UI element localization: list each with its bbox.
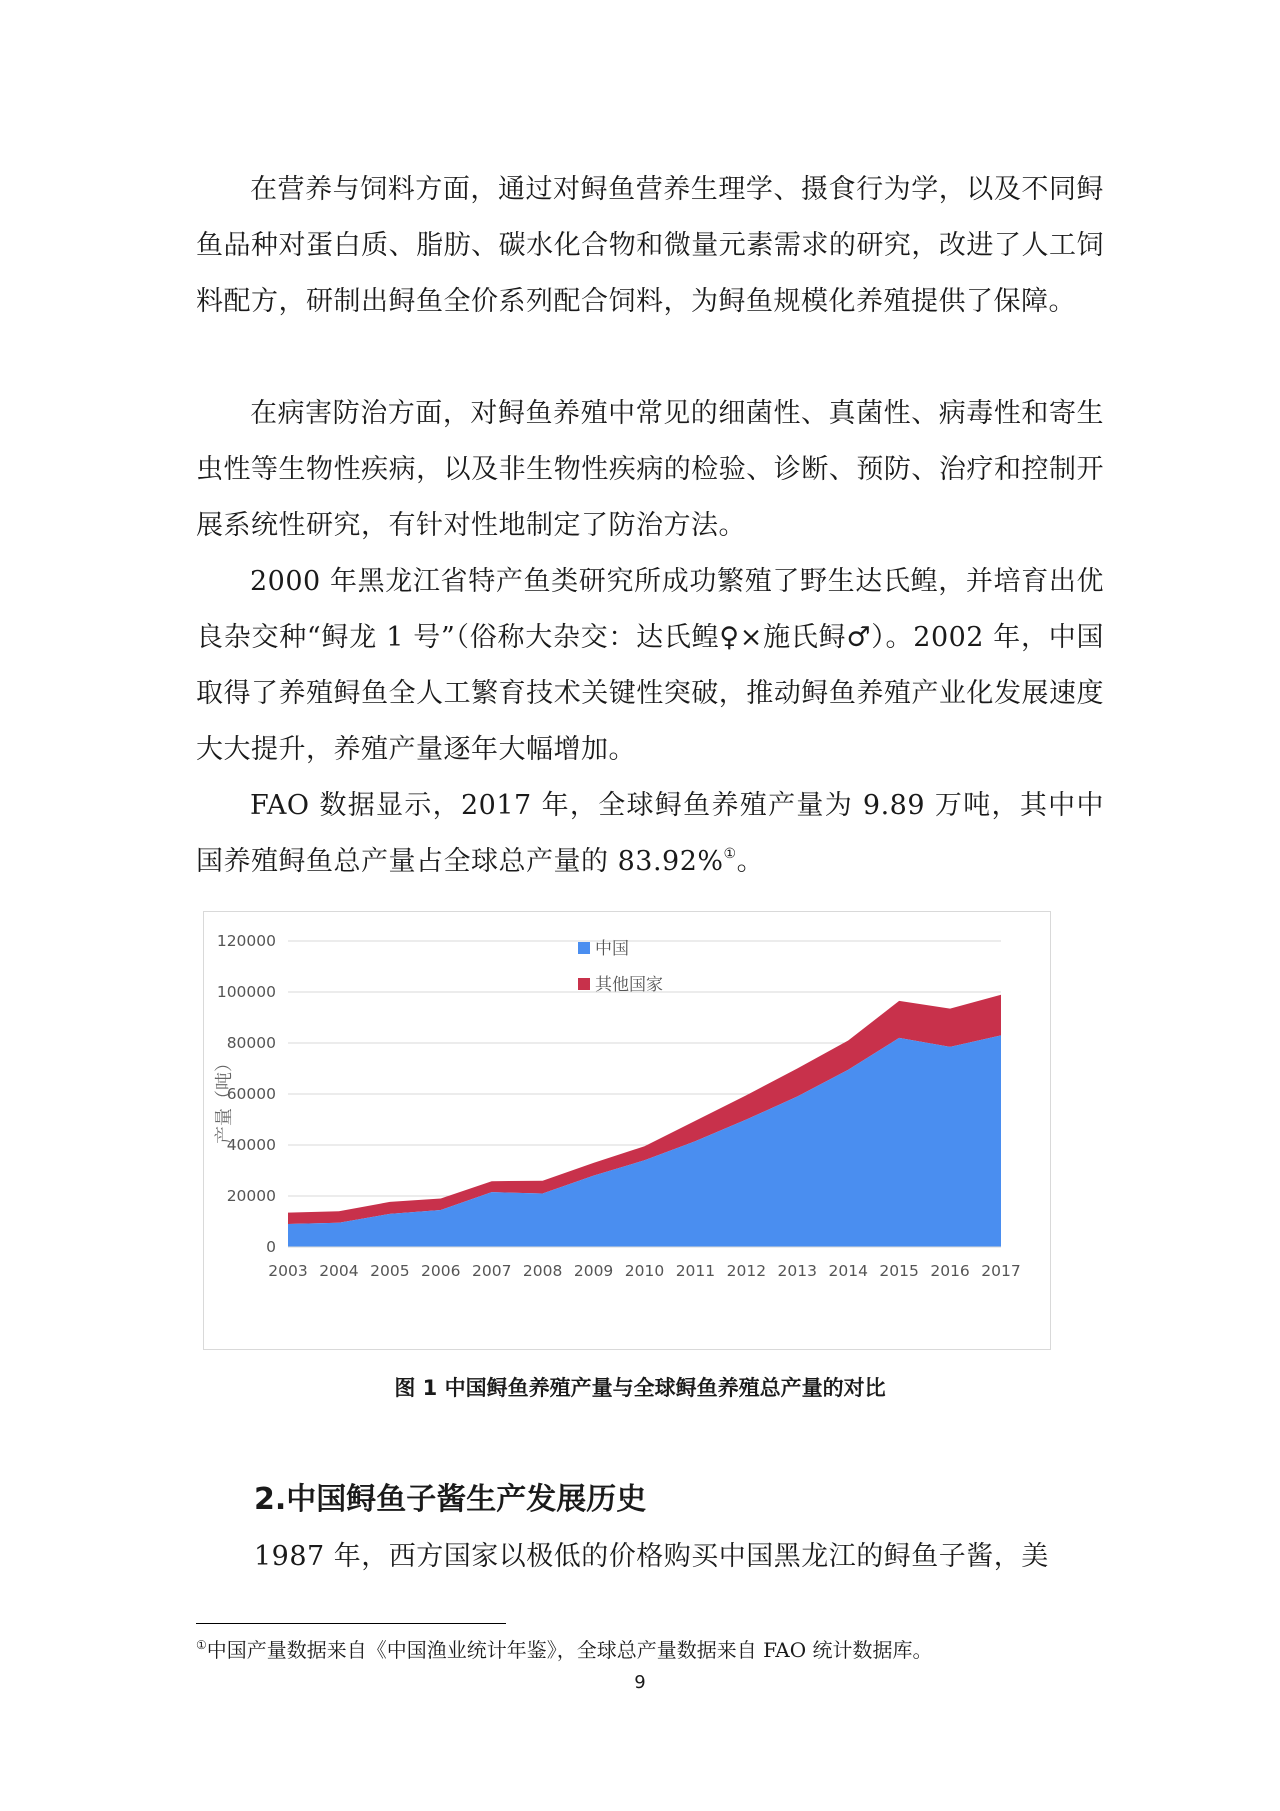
chart-areas <box>288 995 1001 1247</box>
legend-label: 其他国家 <box>595 975 663 995</box>
section-heading: 2.中国鲟鱼子酱生产发展历史 <box>254 1482 647 1517</box>
paragraph-fao-data <box>196 778 1104 890</box>
footnote-divider <box>196 1623 506 1624</box>
chart-legend <box>578 939 663 995</box>
footnote-marker: ① <box>196 1638 207 1652</box>
production-chart <box>203 911 1051 1350</box>
footnote <box>196 1636 932 1664</box>
x-tick-label: 2014 <box>828 1262 868 1280</box>
y-tick-label: 120000 <box>216 932 276 950</box>
x-tick-label: 2015 <box>879 1262 919 1280</box>
page-number: 9 <box>634 1672 646 1693</box>
x-tick-label: 2016 <box>930 1262 970 1280</box>
x-tick-label: 2011 <box>675 1262 716 1280</box>
x-tick-label: 2005 <box>370 1262 410 1280</box>
production-chart-svg <box>204 912 1050 1349</box>
figure-caption: 图 1 中国鲟鱼养殖产量与全球鲟鱼养殖总产量的对比 <box>394 1376 886 1400</box>
paragraph-nutrition: 在营养与饲料方面，通过对鲟鱼营养生理学、摄食行为学，以及不同鲟鱼品种对蛋白质、脂肪、碳水化合物和微量元素需求的研究，改进了人工饲料配方，研制出鲟鱼全价系列配合饲料，为鲟鱼规模化养殖提供了保障。 <box>196 174 1104 317</box>
x-tick-label: 2008 <box>522 1262 563 1280</box>
y-tick-label: 60000 <box>226 1085 276 1103</box>
x-tick-label: 2007 <box>471 1262 512 1280</box>
y-tick-label: 0 <box>266 1238 276 1256</box>
y-tick-label: 100000 <box>216 983 276 1001</box>
footnote-reference[interactable]: ① <box>723 846 737 862</box>
paragraph-history: 1987 年，西方国家以极低的价格购买中国黑龙江的鲟鱼子酱，美 <box>254 1541 1049 1572</box>
y-tick-label: 40000 <box>226 1136 276 1154</box>
x-tick-label: 2013 <box>777 1262 818 1280</box>
x-tick-label: 2006 <box>421 1262 461 1280</box>
legend-swatch <box>578 978 590 990</box>
x-tick-label: 2003 <box>268 1262 308 1280</box>
paragraph-fao-end: 。 <box>736 846 765 877</box>
x-tick-label: 2012 <box>726 1262 767 1280</box>
area-china <box>288 1035 1001 1247</box>
legend-label: 中国 <box>595 939 629 959</box>
y-tick-label: 80000 <box>226 1034 276 1052</box>
legend-swatch <box>578 942 590 954</box>
paragraph-breeding: 2000 年黑龙江省特产鱼类研究所成功繁殖了野生达氏鳇，并培育出优良杂交种“鲟龙 1 号”（俗称大杂交：达氏鳇♀×施氏鲟♂）。2002 年，中国取得了养殖鲟鱼全人工繁育技术关键性突破，推动鲟鱼养殖产业化发展速度大大提升，养殖产量逐年大幅增加。 <box>196 566 1104 765</box>
x-tick-label: 2010 <box>624 1262 665 1280</box>
x-tick-label: 2004 <box>319 1262 359 1280</box>
x-tick-label: 2017 <box>981 1262 1021 1280</box>
paragraph-disease-control: 在病害防治方面，对鲟鱼养殖中常见的细菌性、真菌性、病毒性和寄生虫性等生物性疾病，以及非生物性疾病的检验、诊断、预防、治疗和控制开展系统性研究，有针对性地制定了防治方法。 <box>196 398 1104 541</box>
y-axis-label: 产量（吨） <box>214 1054 235 1144</box>
footnote-text: 中国产量数据来自《中国渔业统计年鉴》，全球总产量数据来自 FAO 统计数据库。 <box>206 1638 933 1662</box>
y-tick-label: 20000 <box>226 1187 276 1205</box>
paragraph-fao-text: FAO 数据显示，2017 年，全球鲟鱼养殖产量为 9.89 万吨，其中中国养殖鲟鱼总产量占全球总产量的 83.92% <box>196 790 1104 877</box>
x-tick-label: 2009 <box>573 1262 614 1280</box>
